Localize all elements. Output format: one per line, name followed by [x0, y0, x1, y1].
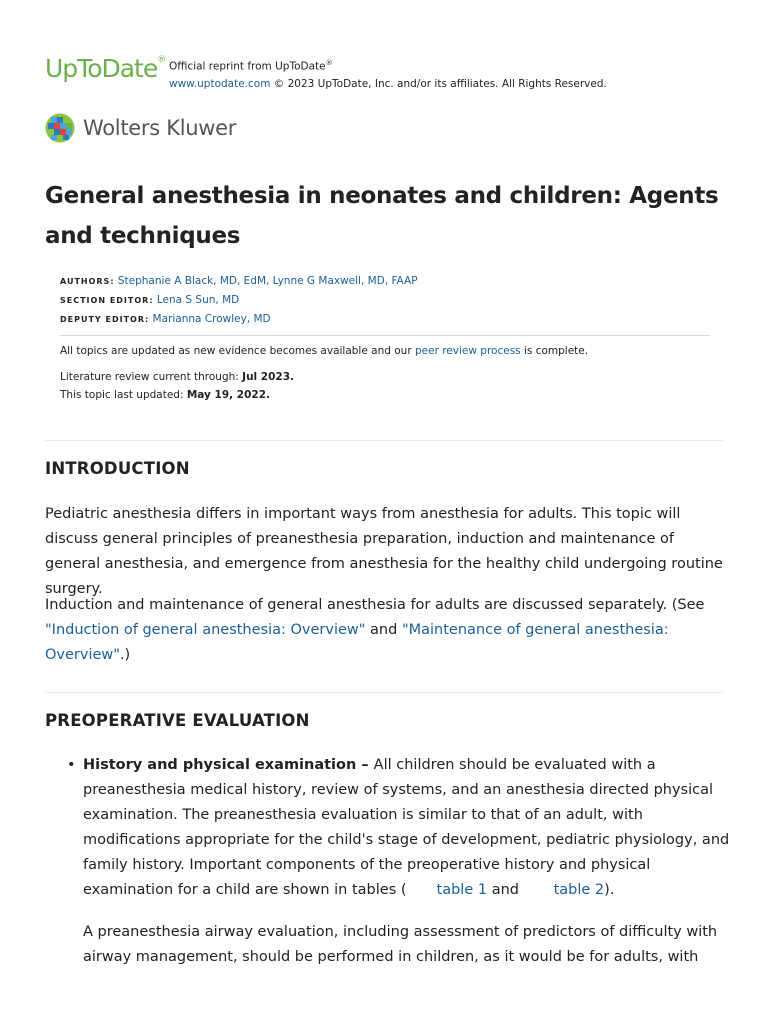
article-meta [60, 272, 710, 404]
article-title: General anesthesia in neonates and children: Agents and techniques [45, 183, 719, 249]
deputy-editor-link[interactable]: Marianna Crowley, MD [152, 313, 271, 325]
update-note: All topics are updated as new evidence becomes available and our peer review process is complete. [60, 345, 589, 357]
table-icon [417, 883, 431, 895]
section-divider [45, 692, 723, 693]
authors-link[interactable]: Stephanie A Black, MD, EdM, Lynne G Maxwell, MD, FAAP [117, 275, 418, 287]
deputy-editor-row: DEPUTY EDITOR: Marianna Crowley, MD [60, 313, 271, 325]
peer-review-link[interactable]: peer review process [414, 345, 521, 357]
intro-paragraph-2: Induction and maintenance of general anesthesia for adults are discussed separately. (See "Induction of general anesthesia: Overview" and "Maintenance of general anesthesia: Overview".) [45, 597, 705, 663]
section-editor-label: SECTION EDITOR [60, 296, 150, 305]
wolters-kluwer-name: Wolters Kluwer [83, 116, 237, 140]
intro-paragraph-1: Pediatric anesthesia differs in important ways from anesthesia for adults. This topic will discuss general principles of preanesthesia preparation, induction and maintenance of general anesthesia, and emergence from anesthesia for the healthy child undergoing routine surgery. [45, 506, 723, 597]
history-physical-bullet: History and physical examination – All children should be evaluated with a preanesthesia medical history, review of systems, and an anesthesia directed physical examination. The preanesthesia evaluation is similar to that of an adult, with modifications appropriate for the child's stage of development, pediatric physiology, and family history. Important components of the preoperative history and physical examination for a child are shown in tables ( table 1 and table 2). [83, 757, 730, 898]
deputy-editor-label: DEPUTY EDITOR [60, 315, 145, 324]
copyright-text: © 2023 UpToDate, Inc. and/or its affiliates. All Rights Reserved. [270, 77, 607, 90]
table-1-link[interactable]: table 1 [436, 882, 488, 898]
table-icon [534, 883, 548, 895]
airway-evaluation-paragraph: A preanesthesia airway evaluation, including assessment of predictors of difficulty with airway management, should be performed in children, as it would be for adults, with [83, 924, 718, 965]
authors-label: AUTHORS [60, 277, 111, 286]
maintenance-overview-link[interactable]: "Maintenance of general anesthesia: Overview" [45, 622, 669, 663]
reprint-line: Official reprint from UpToDate [169, 60, 326, 73]
authors-row: AUTHORS: Stephanie A Black, MD, EdM, Lynne G Maxwell, MD, FAAP [60, 275, 418, 287]
wolters-kluwer-globe-icon [45, 113, 75, 143]
meta-divider [60, 335, 710, 336]
introduction-heading: INTRODUCTION [45, 459, 190, 478]
section-editor-row: SECTION EDITOR: Lena S Sun, MD [60, 294, 240, 306]
reprint-notice: Official reprint from UpToDate® www.uptodate.com © 2023 UpToDate, Inc. and/or its affiliates. All Rights Reserved. [169, 59, 607, 90]
section-divider [45, 440, 723, 441]
bullet-dot: • [67, 757, 76, 773]
section-editor-link[interactable]: Lena S Sun, MD [156, 294, 240, 306]
preoperative-evaluation-heading: PREOPERATIVE EVALUATION [45, 711, 310, 730]
last-updated-date: This topic last updated: May 19, 2022. [60, 389, 271, 401]
lit-review-date: Literature review current through: Jul 2023. [60, 371, 295, 383]
table-2-link[interactable]: table 2 [553, 882, 605, 898]
induction-overview-link[interactable]: "Induction of general anesthesia: Overview" [45, 622, 366, 638]
uptodate-logo[interactable]: UpToDate® [45, 54, 166, 83]
uptodate-site-link[interactable]: www.uptodate.com [169, 77, 271, 90]
